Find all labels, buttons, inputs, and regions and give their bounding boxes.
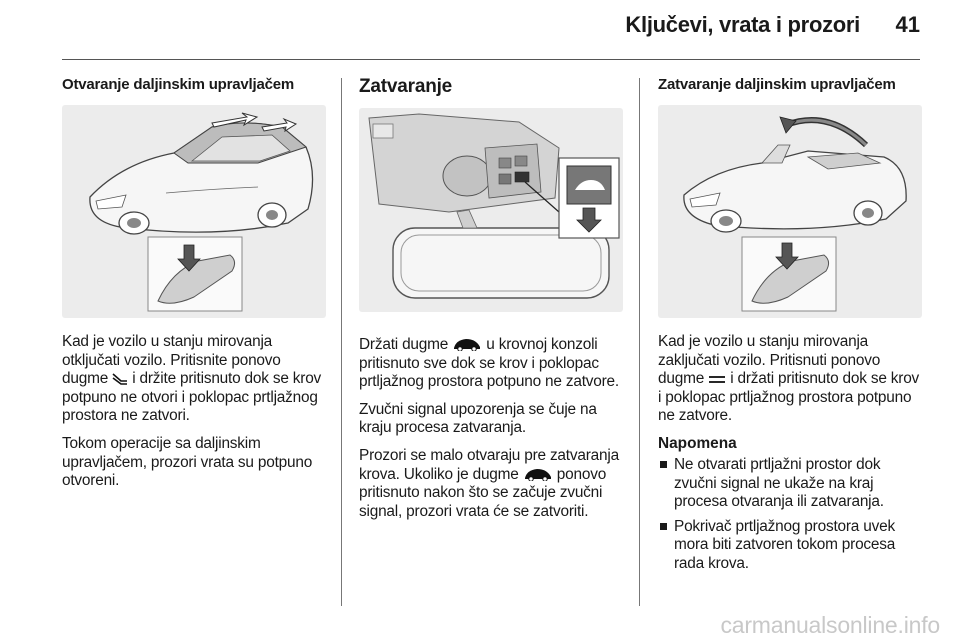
section-heading: Zatvaranje <box>359 76 453 97</box>
figure-roof-console <box>359 108 623 312</box>
paragraph: Kad je vozilo u stanju mirovanja otključati vozilo. Pritisnite ponovo dugme i držite pritisnuto dok se krov potpuno ne otvori i poklopac prtljažnog prostora ne zatvori. <box>62 333 322 425</box>
paragraph: Zvučni signal upozorenja se čuje na kraju procesa zatvaranja. <box>359 400 597 437</box>
page-title: Ključevi, vrata i prozori <box>625 12 860 37</box>
note-title: Napomena <box>658 434 737 452</box>
page-number: 41 <box>895 12 920 37</box>
column-open-remote <box>62 76 326 500</box>
figure-car-closing-roof <box>658 105 922 318</box>
column-divider <box>341 78 342 606</box>
watermark: carmanualsonline.info <box>720 612 940 638</box>
column-divider <box>639 78 640 606</box>
paragraph: Tokom operacije sa daljinskim upravljačem, prozori vrata su potpuno otvoreni. <box>62 434 313 490</box>
note-list <box>658 456 922 574</box>
header-divider <box>62 59 920 60</box>
column-closing <box>359 76 623 530</box>
roof-console-illustration <box>359 108 623 312</box>
paragraph: Prozori se malo otvaraju pre zatvaranja krova. Ukoliko je dugme ponovo pritisnuto nakon što se začuje zvučni signal, prozori vrata će se zatvoriti. <box>359 446 619 520</box>
remote-lock-icon <box>708 373 726 385</box>
section-heading: Zatvaranje daljinskim upravljačem <box>658 76 896 93</box>
paragraph: Kad je vozilo u stanju mirovanja zaključati vozilo. Pritisnuti ponovo dugme i držati pritisnuto dok se krov i poklopac prtljažnog prostora potpuno ne zatvore. <box>658 333 920 425</box>
column-close-remote <box>658 76 922 580</box>
car-remote-illustration <box>658 105 920 318</box>
paragraph: Držati dugme u krovnoj konzoli pritisnuto sve dok se krov i poklopac prtljažnog prostora potpuno ne zatvore. <box>359 336 619 391</box>
list-item: Ne otvarati prtljažni prostor dok zvučni signal ne ukaže na kraj procesa otvaranja ili zatvaranja. <box>658 456 922 512</box>
figure-car-opening-roof <box>62 105 326 318</box>
section-heading: Otvaranje daljinskim upravljačem <box>62 76 295 93</box>
remote-unlock-icon <box>112 371 128 385</box>
car-remote-illustration <box>62 105 326 318</box>
convertible-roof-icon <box>523 467 553 481</box>
convertible-roof-icon <box>452 337 482 351</box>
list-item: Pokrivač prtljažnog prostora uvek mora biti zatvoren tokom procesa rada krova. <box>658 518 922 574</box>
